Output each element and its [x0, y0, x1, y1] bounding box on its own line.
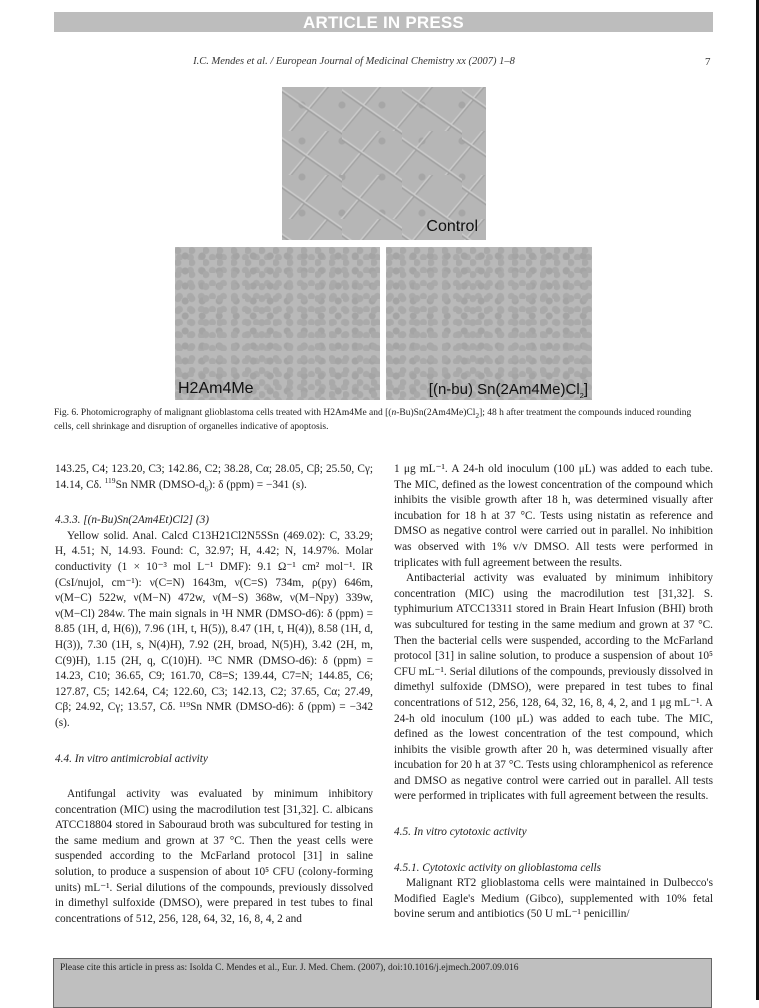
- article-in-press-banner: ARTICLE IN PRESS: [54, 12, 713, 32]
- figure-panel-sn-complex: [386, 247, 592, 400]
- running-head: I.C. Mendes et al. / European Journal of Medicinal Chemistry xx (2007) 1–8: [193, 56, 515, 67]
- paragraph-antibacterial: Antibacterial activity was evaluated by minimum inhibitory concentration (MIC) using the macrodilution test [31,32]. S. typhimurium ATCC13311 stored in Brain Heart Infusion (BHI) broth was subcultured for testing in the same medium and grown at 37 °C. Then the bacterial cells were suspended, according to the McFarland protocol [31] in saline solution, to produce a suspension of about 10⁵ CFU mL⁻¹. Serial dilutions of the compounds, previously dissolved in dimethyl sulfoxide (DMSO), were prepared in test tubes to final concentrations of 512, 256, 128, 64, 32, 16, 8, 4, 2, and 1 μg mL⁻¹. A 24-h old inoculum (100 μL) was added to each tube. The MIC, defined as the lowest concentration of the test compound, which inhibits the visible growth after 20 h, was determined visually after incubation for 20 h at 37 °C. Tests using chloramphenicol as reference and DMSO as negative control were carried out in parallel. All tests were performed in triplicates with full agreement between the results.: [394, 572, 713, 803]
- section-heading-4-5-1: 4.5.1. Cytotoxic activity on glioblastoma cells: [394, 861, 602, 874]
- paragraph-antifungal-cont: 1 μg mL⁻¹. A 24-h old inoculum (100 μL) was added to each tube. The MIC, defined as the lowest concentration of the compound which inhibits the visible growth after 18 h, was determined visually after incubation for 18 h at 37 °C. Tests using nistatin as reference and DMSO as negative control were carried out in parallel. No inhibition was observed with 1% v/v DMSO. All tests were performed in triplicates with full agreement between the results.: [394, 463, 713, 569]
- figure-panel-h2am4me: [175, 247, 380, 400]
- paragraph-compound-3: Yellow solid. Anal. Calcd C13H21Cl2N5SSn (469.02): C, 33.29; H, 4.51; N, 14.93. Found: C, 32.97; H, 4.42; N, 14.97%. Molar conductivity (1 × 10⁻³ mol L⁻¹ DMF): 9.1 Ω⁻¹ cm² mol⁻¹. IR (CsI/nujol, cm⁻¹): ν(C=N) 1643m, ν(C=S) 734m, ρ(py) 646m, ν(M−C) 522w, ν(M−N) 472w, ν(M−S) 368w, ν(M−Npy) 339w, ν(M−Cl) 284w. The main signals in ¹H NMR (DMSO-d6): δ (ppm) = 8.85 (1H, d, H(6)), 7.96 (1H, t, H(5)), 8.47 (1H, t, H(4)), 8.58 (1H, d, H(3)), 7.30 (1H, s, N(4)H), 7.92 (2H, broad, N(5)H), 3.42 (2H, m, C(9)H), 1.15 (2H, q, C(10)H). ¹³C NMR (DMSO-d6): δ (ppm) = 14.23, C10; 36.65, C9; 161.70, C8=S; 139.44, C7=N; 144.85, C6; 127.87, C5; 142.64, C4; 122.60, C3; 142.13, C2; 37.65, Cα; 27.49, Cβ; 24.92, Cγ; 13.57, Cδ. ¹¹⁹Sn NMR (DMSO-d6): δ (ppm) = −342 (s).: [55, 529, 373, 729]
- paragraph-antifungal: Antifungal activity was evaluated by minimum inhibitory concentration (MIC) using the macrodilution test [31,32]. C. albicans ATCC18804 stored in Sabouraud broth was subcultured for testing in the same medium and grown at 37 °C. Then the yeast cells were suspended according to the McFarland protocol [31] in saline solution, to produce a suspension of about 10⁵ CFU (colony-forming units) mL⁻¹. Serial dilutions of the compounds, previously dissolved in dimethyl sulfoxide (DMSO), were prepared in test tubes to final concentrations of 512, 256, 128, 64, 32, 16, 8, 4, 2 and: [55, 788, 373, 925]
- figure-caption: Fig. 6. Photomicrography of malignant glioblastoma cells treated with H2Am4Me and $[(n-Bu)Sn(2Am4Me)Cl_2]$; 48 h after treatment the compounds induced rounding cells, cell shrinkage and disruption of organelles indicative of apoptosis.: [54, 408, 692, 432]
- panel-label-control: Control: [426, 218, 478, 235]
- section-heading-4-3-3: 4.3.3. [(n-Bu)Sn(2Am4Et)Cl2] (3): [55, 514, 210, 527]
- panel-label-h2am4me: H2Am4Me: [178, 380, 254, 397]
- section-heading-4-5: 4.5. In vitro cytotoxic activity: [394, 826, 527, 839]
- section-heading-4-4: 4.4. In vitro antimicrobial activity: [55, 752, 208, 765]
- paragraph-glioblastoma: Malignant RT2 glioblastoma cells were maintained in Dulbecco's Modified Eagle's Medium (Gibco), supplemented with 10% fetal bovine serum and antibiotics (50 U mL⁻¹ penicillin/: [394, 877, 713, 921]
- left-column: [55, 462, 373, 927]
- nmr-continuation: 143.25, C4; 123.20, C3; 142.86, C2; 38.28, Cα; 28.05, Cβ; 25.50, Cγ; 14.14, Cδ. $^{119}$Sn NMR $(DMSO-d_6)$: δ (ppm) = −341 (s).: [55, 463, 373, 493]
- citation-text: Please cite this article in press as: Isolda C. Mendes et al., Eur. J. Med. Chem. (2007), doi:10.1016/j.ejmech.2007.09.016: [60, 963, 519, 973]
- page-number: 7: [705, 56, 711, 68]
- right-column: [394, 462, 713, 923]
- panel-label-sn-complex: [(n-bu) $Sn(2Am4Me)Cl_2$]: [428, 381, 588, 400]
- citation-box: [53, 958, 712, 1008]
- figure-panel-control: [282, 87, 486, 240]
